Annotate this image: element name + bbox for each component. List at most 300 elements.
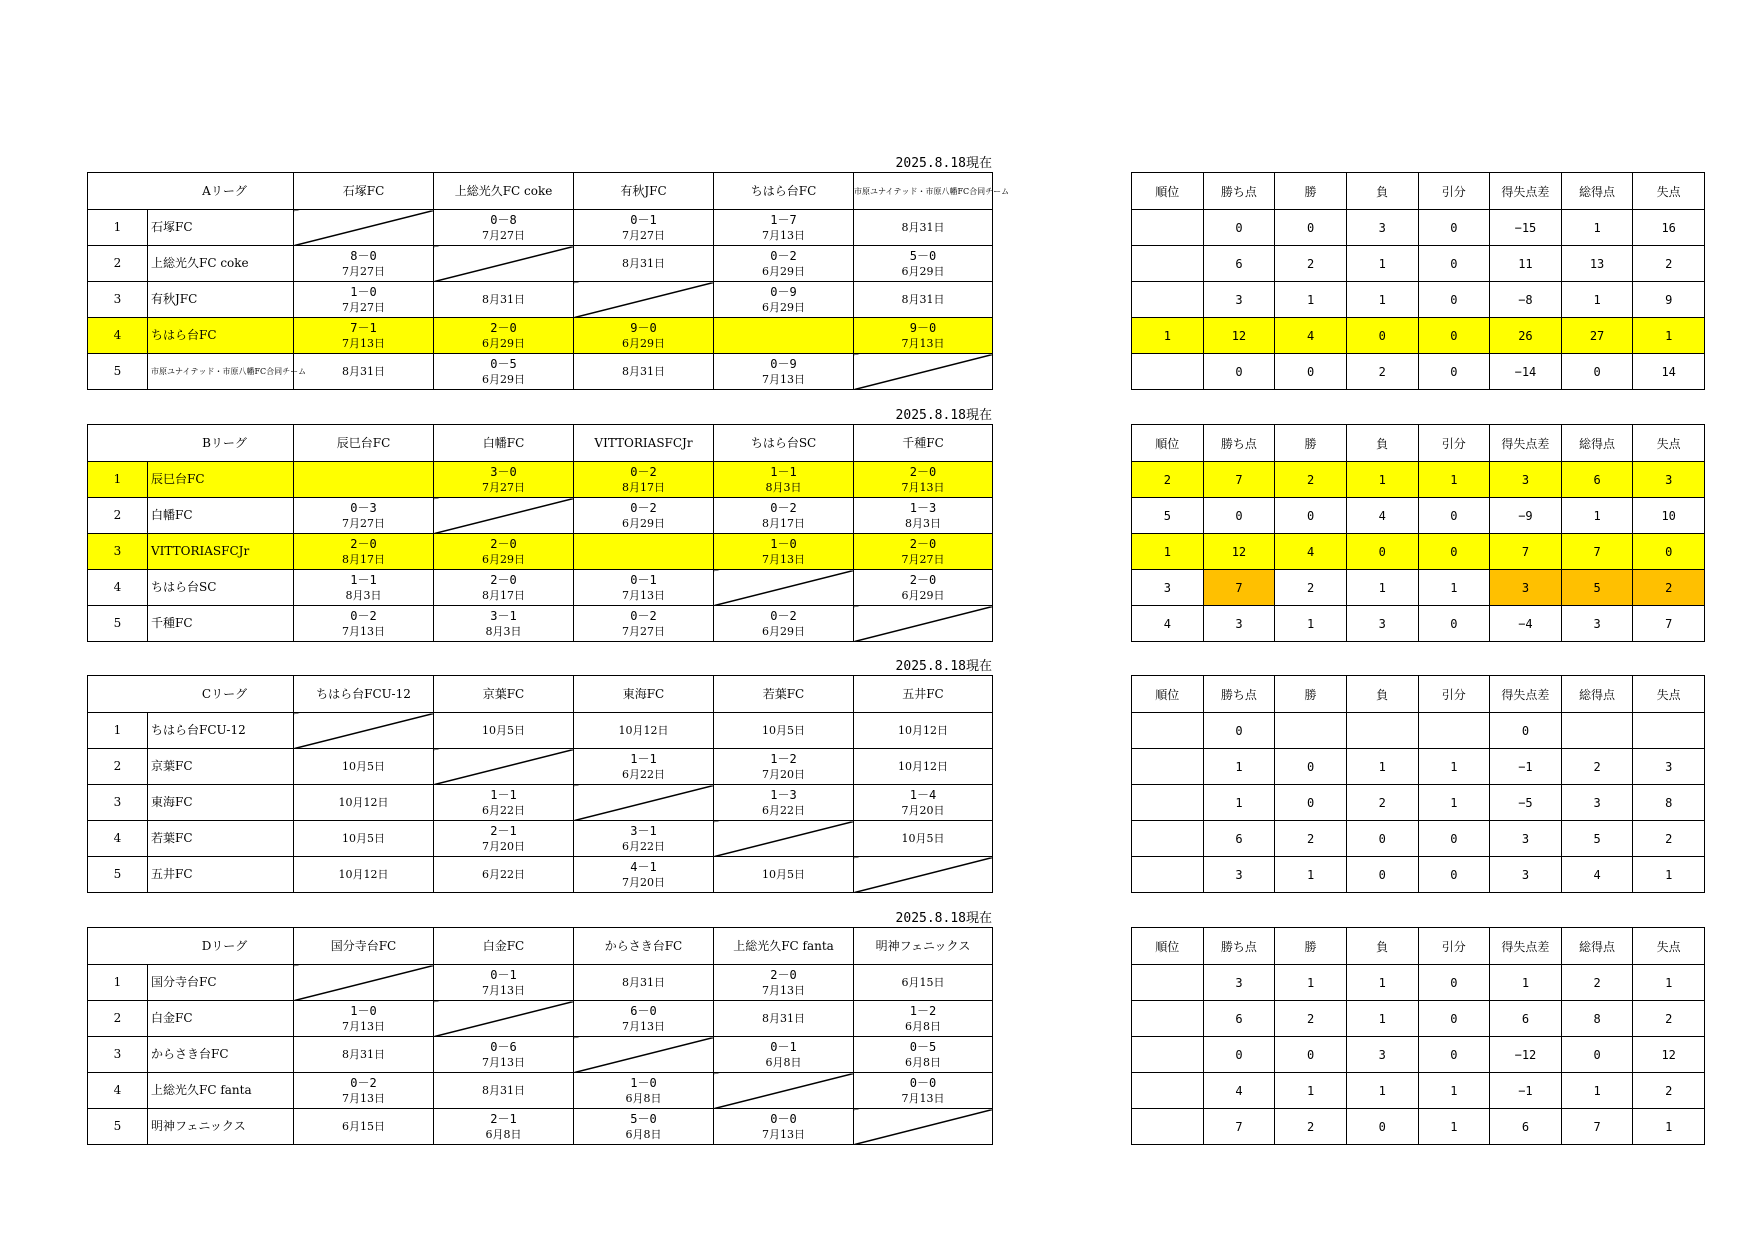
league-block xyxy=(0,911,1755,1141)
match-score: 0－5 xyxy=(909,1039,937,1054)
self-match-cell xyxy=(714,318,854,354)
standings-cell: 26 xyxy=(1490,318,1562,354)
matrix-row xyxy=(88,857,993,893)
match-cell xyxy=(294,1001,434,1037)
standings-cell: −8 xyxy=(1490,282,1562,318)
standings-cell: 1 xyxy=(1346,1073,1418,1109)
row-team-name: 有秋JFC xyxy=(148,282,294,318)
standings-cell xyxy=(1132,1037,1204,1073)
standings-cell: 1 xyxy=(1561,282,1633,318)
match-cell xyxy=(574,1073,714,1109)
match-date: 8月31日 xyxy=(342,365,386,378)
match-cell xyxy=(854,785,993,821)
match-score: 0－2 xyxy=(770,248,797,263)
league-title: Aリーグ xyxy=(88,173,294,210)
match-date: 10月5日 xyxy=(342,832,385,845)
standings-cell: 1 xyxy=(1346,570,1418,606)
match-score: 0－3 xyxy=(350,500,377,515)
self-match-cell xyxy=(574,534,714,570)
standings-cell: 1 xyxy=(1418,749,1490,785)
match-date: 8月31日 xyxy=(622,976,665,989)
match-score: 0－2 xyxy=(770,608,797,623)
match-cell xyxy=(574,318,714,354)
standings-cell: 2 xyxy=(1633,1001,1705,1037)
match-cell xyxy=(574,570,714,606)
standings-cell: 0 xyxy=(1418,210,1490,246)
standings-cell: 3 xyxy=(1203,965,1275,1001)
match-score: 2－0 xyxy=(490,536,517,551)
match-score: 0－0 xyxy=(909,1075,937,1090)
standings-cell: 2 xyxy=(1633,570,1705,606)
column-team-name: 上総光久FC coke xyxy=(434,173,574,210)
standings-cell: 0 xyxy=(1418,498,1490,534)
match-date: 10月12日 xyxy=(618,724,669,737)
match-cell xyxy=(574,354,714,390)
row-number: 1 xyxy=(88,713,148,749)
match-cell xyxy=(714,210,854,246)
match-score: 0－9 xyxy=(770,356,797,371)
row-number: 5 xyxy=(88,354,148,390)
match-date: 6月8日 xyxy=(905,1055,941,1069)
league-block xyxy=(0,156,1755,386)
match-date: 6月22日 xyxy=(622,839,665,853)
self-match-cell xyxy=(854,354,993,390)
standings-cell: 1 xyxy=(1633,1109,1705,1145)
standings-cell: 3 xyxy=(1203,282,1275,318)
standings-header-cell: 勝ち点 xyxy=(1203,425,1275,462)
column-team-name: 有秋JFC xyxy=(574,173,714,210)
standings-cell: 2 xyxy=(1633,1073,1705,1109)
row-team-name: 上総光久FC fanta xyxy=(148,1073,294,1109)
match-score: 1－2 xyxy=(770,751,797,766)
match-cell xyxy=(294,318,434,354)
standings-header-cell: 失点 xyxy=(1633,676,1705,713)
standings-cell xyxy=(1132,1073,1204,1109)
standings-cell: 12 xyxy=(1633,1037,1705,1073)
match-date: 10月5日 xyxy=(482,724,525,737)
standings-cell: 0 xyxy=(1418,282,1490,318)
standings-header-cell: 得失点差 xyxy=(1490,173,1562,210)
match-date: 10月12日 xyxy=(338,868,389,881)
match-cell xyxy=(714,965,854,1001)
standings-row xyxy=(1132,1073,1705,1109)
standings-cell xyxy=(1132,246,1204,282)
standings-header-cell: 負 xyxy=(1346,928,1418,965)
match-date: 6月29日 xyxy=(901,588,945,602)
match-cell xyxy=(714,749,854,785)
row-team-name: からさき台FC xyxy=(148,1037,294,1073)
standings-cell xyxy=(1132,282,1204,318)
standings-cell: 3 xyxy=(1490,857,1562,893)
match-cell xyxy=(294,246,434,282)
standings-cell: 7 xyxy=(1633,606,1705,642)
standings-header-cell: 引分 xyxy=(1418,425,1490,462)
match-date: 7月13日 xyxy=(762,228,806,242)
match-cell xyxy=(434,534,574,570)
match-date: 7月13日 xyxy=(901,336,945,350)
match-cell xyxy=(574,857,714,893)
match-date: 8月31日 xyxy=(482,1084,525,1097)
match-score: 2－0 xyxy=(770,967,797,982)
standings-cell: 12 xyxy=(1203,318,1275,354)
match-cell xyxy=(574,462,714,498)
self-match-cell xyxy=(574,282,714,318)
match-score: 0－5 xyxy=(490,356,517,371)
standings-cell: 0 xyxy=(1275,749,1347,785)
standings-header-cell: 勝 xyxy=(1275,928,1347,965)
match-score: 2－1 xyxy=(490,1111,517,1126)
standings-cell: 0 xyxy=(1203,713,1275,749)
match-cell xyxy=(714,246,854,282)
row-number: 5 xyxy=(88,606,148,642)
standings-header-cell: 勝 xyxy=(1275,676,1347,713)
standings-cell: 4 xyxy=(1203,1073,1275,1109)
matrix-row xyxy=(88,354,993,390)
row-team-name: 白金FC xyxy=(148,1001,294,1037)
match-date: 7月20日 xyxy=(482,839,525,853)
row-team-name: 石塚FC xyxy=(148,210,294,246)
standings-header-cell: 失点 xyxy=(1633,928,1705,965)
row-number: 4 xyxy=(88,821,148,857)
matrix-row xyxy=(88,318,993,354)
match-cell xyxy=(854,749,993,785)
standings-cell: 27 xyxy=(1561,318,1633,354)
standings-cell: −14 xyxy=(1490,354,1562,390)
column-team-name: ちはら台FCU-12 xyxy=(294,676,434,713)
standings-cell xyxy=(1132,354,1204,390)
standings-header-cell: 得失点差 xyxy=(1490,928,1562,965)
standings-header-cell: 順位 xyxy=(1132,676,1204,713)
self-match-cell xyxy=(434,1001,574,1037)
standings-cell: 3 xyxy=(1490,462,1562,498)
standings-cell: 7 xyxy=(1561,1109,1633,1145)
standings-cell: 0 xyxy=(1275,354,1347,390)
matrix-row xyxy=(88,462,993,498)
match-date: 8月3日 xyxy=(765,480,802,494)
row-team-name: 千種FC xyxy=(148,606,294,642)
match-score: 2－0 xyxy=(909,464,937,479)
match-cell xyxy=(714,1109,854,1145)
match-date: 7月13日 xyxy=(342,1091,385,1105)
match-cell xyxy=(434,1037,574,1073)
match-cell xyxy=(294,785,434,821)
row-team-name: 上総光久FC coke xyxy=(148,246,294,282)
column-team-name: 上総光久FC fanta xyxy=(714,928,854,965)
column-team-name: 石塚FC xyxy=(294,173,434,210)
match-date: 7月13日 xyxy=(622,1019,665,1033)
match-date: 6月29日 xyxy=(762,264,806,278)
standings-cell xyxy=(1418,713,1490,749)
self-match-cell xyxy=(714,821,854,857)
match-date: 7月27日 xyxy=(342,264,386,278)
row-number: 2 xyxy=(88,749,148,785)
match-date: 7月13日 xyxy=(342,624,386,638)
standings-cell: 7 xyxy=(1203,570,1275,606)
standings-cell xyxy=(1132,1109,1204,1145)
as-of-date: 2025.8.18現在 xyxy=(895,911,992,926)
match-cell xyxy=(434,462,574,498)
standings-cell xyxy=(1132,821,1204,857)
standings-header-cell: 得失点差 xyxy=(1490,676,1562,713)
self-match-cell xyxy=(714,1073,854,1109)
match-date: 7月20日 xyxy=(901,803,945,817)
match-date: 7月27日 xyxy=(622,228,666,242)
match-cell xyxy=(294,1073,434,1109)
match-date: 8月17日 xyxy=(342,552,386,566)
row-number: 2 xyxy=(88,498,148,534)
standings-table xyxy=(1131,424,1705,642)
match-score: 1－1 xyxy=(490,787,517,802)
standings-cell: 6 xyxy=(1561,462,1633,498)
match-date: 7月27日 xyxy=(901,552,945,566)
match-date: 10月5日 xyxy=(762,868,805,881)
match-date: 7月13日 xyxy=(901,480,945,494)
standings-header-cell: 失点 xyxy=(1633,173,1705,210)
matrix-row xyxy=(88,749,993,785)
standings-cell: 2 xyxy=(1132,462,1204,498)
match-cell xyxy=(574,1001,714,1037)
match-date: 7月27日 xyxy=(622,624,666,638)
standings-header-cell: 勝 xyxy=(1275,425,1347,462)
standings-cell: 7 xyxy=(1203,462,1275,498)
column-team-name: 明神フェニックス xyxy=(854,928,993,965)
match-cell xyxy=(854,965,993,1001)
standings-cell: 9 xyxy=(1633,282,1705,318)
matrix-header-row xyxy=(88,676,993,713)
standings-header-cell: 総得点 xyxy=(1561,928,1633,965)
match-cell xyxy=(854,534,993,570)
match-cell xyxy=(714,606,854,642)
standings-cell xyxy=(1275,713,1347,749)
standings-row xyxy=(1132,1109,1705,1145)
match-date: 6月29日 xyxy=(622,336,666,350)
standings-cell: 1 xyxy=(1203,785,1275,821)
standings-row xyxy=(1132,857,1705,893)
row-number: 5 xyxy=(88,857,148,893)
standings-cell: 1 xyxy=(1633,965,1705,1001)
row-team-name: 五井FC xyxy=(148,857,294,893)
standings-cell: 3 xyxy=(1346,210,1418,246)
standings-cell: 4 xyxy=(1132,606,1204,642)
standings-cell: 1 xyxy=(1275,857,1347,893)
column-team-name: 東海FC xyxy=(574,676,714,713)
standings-cell: 1 xyxy=(1561,1073,1633,1109)
match-date: 6月29日 xyxy=(482,552,526,566)
match-date: 8月3日 xyxy=(485,624,522,638)
match-date: 6月8日 xyxy=(765,1055,802,1069)
standings-cell: 1 xyxy=(1418,570,1490,606)
standings-header-cell: 負 xyxy=(1346,425,1418,462)
matrix-row xyxy=(88,1001,993,1037)
standings-cell: 3 xyxy=(1132,570,1204,606)
standings-cell: 0 xyxy=(1275,210,1347,246)
standings-cell: 6 xyxy=(1203,246,1275,282)
standings-cell: 8 xyxy=(1633,785,1705,821)
results-matrix xyxy=(87,172,1010,390)
match-date: 10月5日 xyxy=(342,760,385,773)
match-score: 0－2 xyxy=(770,500,797,515)
match-score: 0－2 xyxy=(630,608,657,623)
standings-cell: 1 xyxy=(1418,785,1490,821)
match-date: 6月22日 xyxy=(762,803,805,817)
match-cell xyxy=(714,857,854,893)
match-date: 7月27日 xyxy=(342,516,386,530)
standings-cell: 0 xyxy=(1275,1037,1347,1073)
standings-cell: −12 xyxy=(1490,1037,1562,1073)
standings-cell: 1 xyxy=(1275,606,1347,642)
match-date: 6月29日 xyxy=(482,372,526,386)
standings-cell: 1 xyxy=(1346,462,1418,498)
match-cell xyxy=(854,713,993,749)
match-date: 6月8日 xyxy=(625,1091,662,1105)
standings-row xyxy=(1132,965,1705,1001)
matrix-row xyxy=(88,1109,993,1145)
match-cell xyxy=(294,749,434,785)
match-score: 0－1 xyxy=(630,212,657,227)
standings-table xyxy=(1131,675,1705,893)
self-match-cell xyxy=(434,749,574,785)
standings-header-cell: 引分 xyxy=(1418,676,1490,713)
standings-cell: 3 xyxy=(1346,1037,1418,1073)
match-score: 1－7 xyxy=(770,212,797,227)
standings-cell: 0 xyxy=(1275,498,1347,534)
standings-cell: 1 xyxy=(1418,1073,1490,1109)
matrix-row xyxy=(88,282,993,318)
standings-cell: 1 xyxy=(1275,965,1347,1001)
match-score: 0－2 xyxy=(630,500,657,515)
standings-cell: 12 xyxy=(1203,534,1275,570)
standings-cell: 5 xyxy=(1561,821,1633,857)
standings-table xyxy=(1131,172,1705,390)
standings-cell xyxy=(1132,1001,1204,1037)
standings-cell: 11 xyxy=(1490,246,1562,282)
standings-row xyxy=(1132,282,1705,318)
standings-cell xyxy=(1633,713,1705,749)
match-date: 6月29日 xyxy=(762,300,806,314)
standings-cell: −1 xyxy=(1490,1073,1562,1109)
match-cell xyxy=(854,210,993,246)
column-team-name: 京葉FC xyxy=(434,676,574,713)
column-team-name: ちはら台FC xyxy=(714,173,854,210)
standings-cell: 1 xyxy=(1633,318,1705,354)
match-cell xyxy=(714,462,854,498)
match-score: 0－2 xyxy=(630,464,657,479)
standings-cell: 2 xyxy=(1275,821,1347,857)
self-match-cell xyxy=(294,965,434,1001)
match-cell xyxy=(714,713,854,749)
matrix-header-row xyxy=(88,173,993,210)
standings-row xyxy=(1132,713,1705,749)
self-match-cell xyxy=(574,1037,714,1073)
standings-row xyxy=(1132,570,1705,606)
match-date: 7月20日 xyxy=(762,767,805,781)
standings-cell: 3 xyxy=(1203,606,1275,642)
standings-cell: 14 xyxy=(1633,354,1705,390)
match-cell xyxy=(294,1109,434,1145)
match-cell xyxy=(294,534,434,570)
match-score: 2－0 xyxy=(490,572,517,587)
match-score: 1－1 xyxy=(770,464,797,479)
standings-cell: 1 xyxy=(1346,749,1418,785)
standings-cell: 4 xyxy=(1275,318,1347,354)
match-score: 1－3 xyxy=(770,787,797,802)
standings-header-cell: 順位 xyxy=(1132,425,1204,462)
match-score: 1－4 xyxy=(909,787,937,802)
standings-cell xyxy=(1132,210,1204,246)
standings-header-row xyxy=(1132,676,1705,713)
match-date: 6月29日 xyxy=(901,264,945,278)
standings-cell: 1 xyxy=(1132,318,1204,354)
match-date: 6月15日 xyxy=(901,976,945,989)
match-cell xyxy=(714,785,854,821)
match-cell xyxy=(854,1037,993,1073)
standings-cell: 1 xyxy=(1418,462,1490,498)
standings-header-cell: 得失点差 xyxy=(1490,425,1562,462)
standings-cell: 2 xyxy=(1561,749,1633,785)
standings-cell: 1 xyxy=(1346,282,1418,318)
standings-cell: 2 xyxy=(1275,1001,1347,1037)
standings-cell: 2 xyxy=(1346,354,1418,390)
standings-cell: 2 xyxy=(1633,821,1705,857)
matrix-row xyxy=(88,785,993,821)
column-team-name: 千種FC xyxy=(854,425,993,462)
standings-row xyxy=(1132,210,1705,246)
match-score: 2－0 xyxy=(909,572,937,587)
match-cell xyxy=(434,282,574,318)
match-date: 6月29日 xyxy=(622,516,666,530)
standings-cell: 6 xyxy=(1490,1109,1562,1145)
match-date: 7月13日 xyxy=(482,983,525,997)
standings-row xyxy=(1132,1037,1705,1073)
self-match-cell xyxy=(854,606,993,642)
self-match-cell xyxy=(714,570,854,606)
standings-row xyxy=(1132,534,1705,570)
match-score: 0－0 xyxy=(770,1111,797,1126)
match-score: 2－0 xyxy=(490,320,517,335)
self-match-cell xyxy=(854,1109,993,1145)
match-cell xyxy=(294,821,434,857)
match-score: 4－1 xyxy=(630,859,657,874)
self-match-cell xyxy=(434,246,574,282)
match-cell xyxy=(574,606,714,642)
match-cell xyxy=(854,462,993,498)
standings-header-cell: 総得点 xyxy=(1561,676,1633,713)
standings-cell: 0 xyxy=(1275,785,1347,821)
standings-cell: 1 xyxy=(1346,246,1418,282)
match-date: 6月8日 xyxy=(485,1127,522,1141)
match-score: 9－0 xyxy=(630,320,657,335)
match-score: 0－2 xyxy=(350,608,377,623)
match-cell xyxy=(294,1037,434,1073)
row-number: 1 xyxy=(88,965,148,1001)
as-of-date: 2025.8.18現在 xyxy=(895,408,992,423)
match-score: 1－0 xyxy=(350,284,377,299)
matrix-row xyxy=(88,713,993,749)
match-date: 8月3日 xyxy=(345,588,382,602)
match-score: 0－8 xyxy=(490,212,517,227)
standings-row xyxy=(1132,246,1705,282)
standings-row xyxy=(1132,749,1705,785)
match-cell xyxy=(574,246,714,282)
standings-cell: 1 xyxy=(1561,498,1633,534)
match-score: 3－1 xyxy=(490,608,517,623)
as-of-date: 2025.8.18現在 xyxy=(895,156,992,171)
match-date: 7月13日 xyxy=(762,1127,805,1141)
standings-cell: 0 xyxy=(1418,1037,1490,1073)
standings-cell: 3 xyxy=(1561,785,1633,821)
standings-header-cell: 勝ち点 xyxy=(1203,173,1275,210)
standings-header-cell: 引分 xyxy=(1418,173,1490,210)
